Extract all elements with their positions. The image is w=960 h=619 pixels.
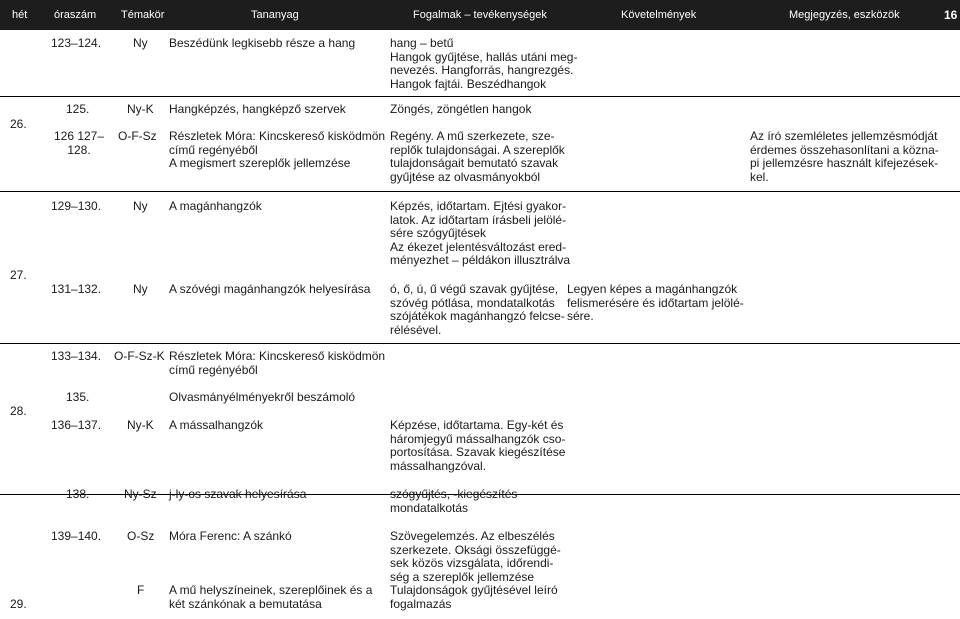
table-row-content: A magánhangzók xyxy=(169,199,262,213)
table-row-content: Beszédünk legkisebb része a hang xyxy=(169,36,356,50)
table-row-concepts: Szövegelemzés. Az elbeszélés szerkezete. Oksági összefüggé- sek közös vizsgálata, időrendi- ség a szereplők jellemzése Tulajdonságok gyűjtésével leíró fogalmazás xyxy=(390,529,561,611)
table-row-content: j-ly-os szavak helyesírása xyxy=(169,487,307,501)
table-header xyxy=(0,0,960,30)
table-row-topic: Ny xyxy=(133,36,148,50)
table-row-hours: 139–140. xyxy=(51,529,102,543)
table-row-content: Részletek Móra: Kincskereső kisködmön című regényéből xyxy=(169,349,386,377)
page-number: 16 xyxy=(944,8,958,22)
table-row-hours: 136–137. xyxy=(51,418,102,432)
table-row-topic: Ny xyxy=(133,199,148,213)
table-row-content: Olvasmányélményekről beszámoló xyxy=(169,390,356,404)
table-row-hours: 133–134. xyxy=(51,349,102,363)
table-row-topic: Ny-K xyxy=(127,418,154,432)
table-row-content: Móra Ferenc: A szánkó xyxy=(169,529,292,543)
header-week: hét xyxy=(12,9,28,21)
table-row-hours: 123–124. xyxy=(51,36,102,50)
table-row-topic: Ny xyxy=(133,282,148,296)
header-concepts: Fogalmak – tevékenységek xyxy=(413,9,547,21)
table-row-concepts: ó, ő, ú, ű végű szavak gyűjtése, szóvég pótlása, mondatalkotás szójátékok magánhangzó felcse- rélésével. xyxy=(390,282,565,337)
table-row-concepts: Képzése, időtartama. Egy-két és háromjegyű mássalhangzók cso- portosítása. Szavak kiegészítése mássalhangzóval. xyxy=(390,418,566,473)
table-row-concepts: hang – betű Hangok gyűjtése, hallás utáni meg- nevezés. Hangforrás, hangrezgés. Hangok fajtái. Beszédhangok xyxy=(390,36,578,91)
table-row-hours: 129–130. xyxy=(51,199,102,213)
week-number: 26. xyxy=(10,117,27,131)
header-hours: óraszám xyxy=(54,9,97,21)
table-row-content: A szóvégi magánhangzók helyesírása xyxy=(169,282,371,296)
table-row-concepts: szógyűjtés, -kiegészítés mondatalkotás xyxy=(390,487,518,515)
week-number: 27. xyxy=(10,268,27,282)
table-row-concepts: Zöngés, zöngétlen hangok xyxy=(390,102,532,116)
table-row-hours: 138. xyxy=(66,487,90,501)
week-number: 29. xyxy=(10,597,27,611)
table-row-topic: O-F-Sz xyxy=(118,129,157,143)
table-row-content: Részletek Móra: Kincskereső kisködmön című regényéből A megismert szereplők jellemzése xyxy=(169,129,386,171)
table-row-content: A mássalhangzók xyxy=(169,418,264,432)
table-row-topic: Ny-K xyxy=(127,102,154,116)
week-number: 28. xyxy=(10,404,27,418)
header-notes: Megjegyzés, eszközök xyxy=(789,9,900,21)
table-row-hours: 131–132. xyxy=(51,282,102,296)
week-divider xyxy=(0,343,960,344)
table-row-topic: F xyxy=(137,583,145,597)
table-row-hours: 125. xyxy=(66,102,90,116)
table-row-topic: Ny-Sz xyxy=(124,487,157,501)
table-row-notes: Az író szemléletes jellemzésmódját érdemes összehasonlítani a közna- pi jellemzésre használt kifejezések- kel. xyxy=(750,129,939,184)
header-topic: Témakör xyxy=(121,9,165,21)
header-content: Tananyag xyxy=(251,9,299,21)
table-row-topic: O-F-Sz-K xyxy=(114,349,165,363)
week-divider xyxy=(0,96,960,97)
table-row-hours: 126 127– 128. xyxy=(53,129,105,157)
table-row-topic: O-Sz xyxy=(127,529,155,543)
week-divider xyxy=(0,191,960,192)
table-row-requirements: Legyen képes a magánhangzók felismerésére és időtartam jelölé- sére. xyxy=(567,282,744,324)
table-row-content: Hangképzés, hangképző szervek xyxy=(169,102,346,116)
header-requirements: Követelmények xyxy=(621,9,697,21)
table-row-concepts: Regény. A mű szerkezete, sze- replők tulajdonságai. A szereplők tulajdonságait bemutató szavak gyűjtése az olvasmányokból xyxy=(390,129,565,184)
table-row-hours: 135. xyxy=(66,390,90,404)
table-row-content: A mű helyszíneinek, szereplőinek és a két szánkónak a bemutatása xyxy=(169,583,373,611)
table-row-concepts: Képzés, időtartam. Ejtési gyakor- latok. Az időtartam írásbeli jelölé- sére szógyűjtések Az ékezet jelentésváltozást ered- ményezhet – példákon illusztrálva xyxy=(390,199,571,268)
